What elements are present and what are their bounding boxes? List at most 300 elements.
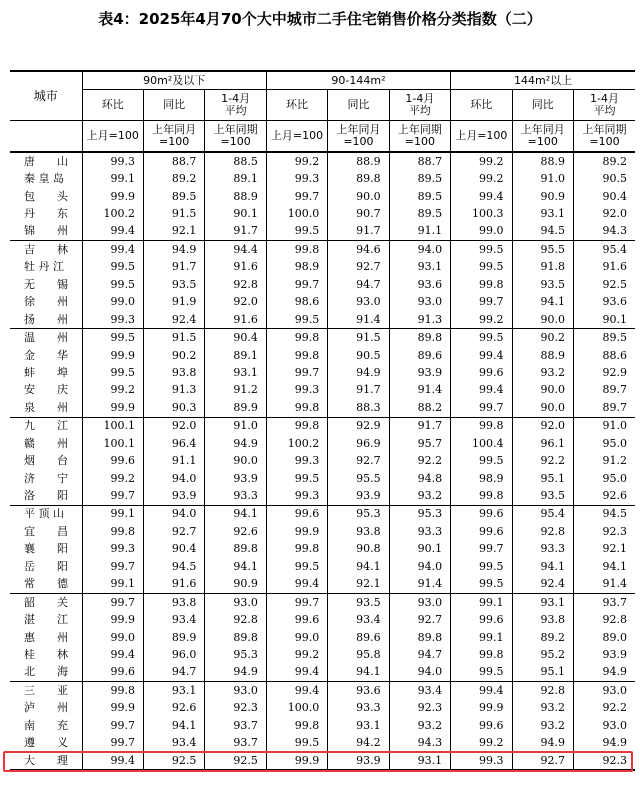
- index-value: 99.7: [266, 364, 327, 381]
- index-value: 93.5: [143, 276, 204, 293]
- index-value: 90.5: [573, 170, 635, 187]
- index-value: 93.4: [143, 734, 204, 751]
- table-row: [10, 682, 635, 700]
- index-value: 93.9: [143, 487, 204, 505]
- index-value: 95.2: [512, 646, 573, 663]
- group-header-medium: 90-144m²: [266, 71, 450, 90]
- index-value: 93.2: [512, 364, 573, 381]
- index-value: 92.6: [205, 523, 266, 540]
- index-value: 88.9: [512, 347, 573, 364]
- index-value: 99.7: [451, 399, 512, 417]
- index-value: 99.3: [266, 170, 327, 187]
- index-value: 99.3: [82, 311, 143, 329]
- index-value: 99.1: [451, 629, 512, 646]
- group-header-large: 144m²以上: [451, 71, 635, 90]
- index-value: 99.6: [451, 717, 512, 734]
- index-value: 99.4: [82, 752, 143, 770]
- index-value: 91.7: [328, 382, 389, 399]
- sub-header-yoy: 同比: [512, 90, 573, 121]
- index-value: 94.5: [512, 223, 573, 241]
- index-value: 91.0: [205, 417, 266, 435]
- index-value: 99.5: [451, 452, 512, 469]
- index-value: 90.1: [389, 541, 450, 558]
- index-value: 99.8: [266, 417, 327, 435]
- index-value: 99.4: [266, 664, 327, 682]
- index-value: 99.6: [82, 452, 143, 469]
- table-row: [10, 734, 635, 751]
- city-column-header: 城市: [10, 71, 82, 121]
- index-value: 91.5: [328, 329, 389, 347]
- index-value: 96.4: [143, 435, 204, 452]
- index-value: 92.6: [143, 700, 204, 717]
- index-value: 93.9: [205, 470, 266, 487]
- table-body: [10, 152, 635, 770]
- city-name: 南 充: [24, 718, 68, 732]
- index-value: 99.7: [266, 188, 327, 205]
- index-value: 99.7: [266, 593, 327, 611]
- index-value: 94.5: [573, 505, 635, 523]
- index-value: 92.6: [573, 487, 635, 505]
- city-name: 牡 丹 江: [24, 260, 64, 274]
- index-value: 90.7: [328, 205, 389, 222]
- index-value: 88.6: [573, 347, 635, 364]
- index-value: 98.6: [266, 294, 327, 311]
- index-value: 92.1: [143, 223, 204, 241]
- index-value: 99.5: [451, 664, 512, 682]
- index-value: 99.5: [82, 364, 143, 381]
- city-name: 洛 阳: [24, 489, 68, 503]
- index-value: 95.0: [573, 470, 635, 487]
- index-value: 99.5: [451, 241, 512, 259]
- index-value: 93.8: [328, 523, 389, 540]
- index-value: 93.0: [205, 593, 266, 611]
- table-row: [10, 452, 635, 469]
- index-value: 94.7: [389, 646, 450, 663]
- index-value: 91.3: [143, 382, 204, 399]
- index-value: 99.5: [266, 558, 327, 575]
- base-header-yoy: 上年同月 =100: [328, 121, 389, 153]
- index-value: 88.9: [205, 188, 266, 205]
- index-value: 99.5: [82, 276, 143, 293]
- index-value: 90.0: [205, 452, 266, 469]
- index-value: 90.3: [143, 399, 204, 417]
- table-row: [10, 417, 635, 435]
- index-value: 93.4: [328, 611, 389, 628]
- index-value: 99.5: [266, 311, 327, 329]
- index-value: 99.6: [266, 505, 327, 523]
- index-value: 88.9: [328, 152, 389, 170]
- index-value: 99.8: [266, 541, 327, 558]
- index-value: 93.4: [143, 611, 204, 628]
- base-header-mom: 上月=100: [451, 121, 512, 153]
- index-value: 99.5: [451, 329, 512, 347]
- city-name: 扬 州: [24, 312, 68, 326]
- city-name: 无 锡: [24, 277, 68, 291]
- city-name: 蚌 埠: [24, 365, 68, 379]
- index-value: 100.1: [82, 435, 143, 452]
- index-value: 100.2: [266, 435, 327, 452]
- index-value: 91.7: [389, 417, 450, 435]
- index-value: 92.4: [143, 311, 204, 329]
- sub-header-mom: 环比: [266, 90, 327, 121]
- index-value: 95.1: [512, 664, 573, 682]
- table-row: [10, 541, 635, 558]
- index-value: 91.4: [389, 382, 450, 399]
- index-value: 99.6: [82, 664, 143, 682]
- city-name: 宜 昌: [24, 524, 68, 538]
- index-value: 95.3: [328, 505, 389, 523]
- index-value: 99.7: [266, 276, 327, 293]
- base-header-mom: 上月=100: [266, 121, 327, 153]
- index-value: 99.2: [451, 311, 512, 329]
- index-value: 92.7: [328, 259, 389, 276]
- city-name: 泉 州: [24, 400, 68, 414]
- index-value: 99.8: [266, 329, 327, 347]
- city-name: 唐 山: [24, 154, 68, 168]
- index-value: 94.1: [328, 664, 389, 682]
- index-value: 96.9: [328, 435, 389, 452]
- index-value: 89.5: [573, 329, 635, 347]
- index-value: 94.9: [205, 435, 266, 452]
- index-value: 93.2: [389, 487, 450, 505]
- index-value: 91.1: [143, 452, 204, 469]
- table-row: [10, 435, 635, 452]
- index-value: 90.0: [512, 399, 573, 417]
- table-row: [10, 276, 635, 293]
- index-value: 89.2: [573, 152, 635, 170]
- index-value: 92.9: [328, 417, 389, 435]
- index-value: 96.0: [143, 646, 204, 663]
- index-value: 93.9: [328, 487, 389, 505]
- city-name: 锦 州: [24, 224, 68, 238]
- index-value: 99.6: [451, 364, 512, 381]
- index-value: 93.7: [205, 717, 266, 734]
- table-row: [10, 223, 635, 241]
- index-value: 94.1: [512, 294, 573, 311]
- index-value: 92.8: [205, 276, 266, 293]
- index-value: 99.7: [82, 558, 143, 575]
- table-row: [10, 364, 635, 381]
- city-name: 岳 阳: [24, 559, 68, 573]
- sub-header-yoy: 同比: [143, 90, 204, 121]
- index-value: 89.2: [143, 170, 204, 187]
- index-value: 93.9: [389, 364, 450, 381]
- index-value: 91.6: [143, 576, 204, 594]
- index-value: 99.8: [451, 417, 512, 435]
- index-value: 92.3: [389, 700, 450, 717]
- index-value: 95.4: [573, 241, 635, 259]
- index-value: 99.5: [266, 734, 327, 751]
- table-row: [10, 576, 635, 594]
- index-value: 99.7: [82, 487, 143, 505]
- index-value: 99.9: [266, 752, 327, 770]
- index-value: 93.4: [389, 682, 450, 700]
- city-name: 丹 东: [24, 207, 68, 221]
- index-value: 90.4: [205, 329, 266, 347]
- index-value: 94.0: [389, 664, 450, 682]
- index-value: 90.4: [573, 188, 635, 205]
- index-value: 93.0: [205, 682, 266, 700]
- index-value: 100.2: [82, 205, 143, 222]
- index-value: 89.6: [328, 629, 389, 646]
- index-value: 92.8: [205, 611, 266, 628]
- index-value: 94.7: [143, 664, 204, 682]
- index-value: 99.9: [82, 611, 143, 628]
- index-value: 95.1: [512, 470, 573, 487]
- index-value: 88.3: [328, 399, 389, 417]
- index-value: 99.5: [82, 259, 143, 276]
- table-row: [10, 382, 635, 399]
- index-value: 90.2: [512, 329, 573, 347]
- index-value: 92.8: [512, 523, 573, 540]
- city-name: 济 宁: [24, 471, 68, 485]
- table-row: [10, 487, 635, 505]
- index-value: 99.4: [266, 682, 327, 700]
- table-row: [10, 399, 635, 417]
- index-value: 93.0: [573, 682, 635, 700]
- city-name: 湛 江: [24, 613, 68, 627]
- index-value: 94.9: [328, 364, 389, 381]
- index-value: 89.1: [205, 170, 266, 187]
- price-index-table: [10, 70, 635, 771]
- index-value: 91.7: [143, 259, 204, 276]
- index-value: 91.2: [573, 452, 635, 469]
- index-value: 95.5: [512, 241, 573, 259]
- index-value: 93.1: [389, 259, 450, 276]
- index-value: 99.4: [82, 241, 143, 259]
- city-name: 安 庆: [24, 383, 68, 397]
- index-value: 93.5: [512, 487, 573, 505]
- index-value: 99.8: [451, 487, 512, 505]
- city-name: 遵 义: [24, 736, 68, 750]
- index-value: 90.5: [328, 347, 389, 364]
- index-value: 99.5: [451, 558, 512, 575]
- table-row: [10, 170, 635, 187]
- index-value: 94.9: [512, 734, 573, 751]
- index-value: 99.2: [266, 152, 327, 170]
- index-value: 89.2: [512, 629, 573, 646]
- index-value: 99.4: [451, 188, 512, 205]
- index-value: 90.9: [205, 576, 266, 594]
- index-value: 96.1: [512, 435, 573, 452]
- city-header-blank: [10, 121, 82, 153]
- index-value: 94.2: [328, 734, 389, 751]
- index-value: 94.4: [205, 241, 266, 259]
- index-value: 99.5: [266, 223, 327, 241]
- city-name: 金 华: [24, 348, 68, 362]
- index-value: 92.1: [328, 576, 389, 594]
- index-value: 94.1: [512, 558, 573, 575]
- index-value: 92.5: [573, 276, 635, 293]
- index-value: 92.0: [143, 417, 204, 435]
- index-value: 91.7: [328, 223, 389, 241]
- table-row: [10, 329, 635, 347]
- index-value: 99.6: [451, 523, 512, 540]
- index-value: 93.3: [512, 541, 573, 558]
- index-value: 99.8: [82, 682, 143, 700]
- index-value: 99.3: [266, 452, 327, 469]
- city-name: 九 江: [10, 417, 82, 435]
- index-value: 99.6: [266, 611, 327, 628]
- index-value: 92.8: [512, 682, 573, 700]
- index-value: 93.9: [573, 646, 635, 663]
- index-value: 99.5: [266, 470, 327, 487]
- index-value: 89.7: [573, 382, 635, 399]
- index-value: 99.2: [451, 170, 512, 187]
- index-value: 99.1: [451, 593, 512, 611]
- index-value: 92.3: [573, 752, 635, 770]
- sub-header-ytd: 1-4月 平均: [389, 90, 450, 121]
- index-value: 91.6: [205, 259, 266, 276]
- base-header-yoy: 上年同月 =100: [143, 121, 204, 153]
- table-header: [10, 71, 635, 152]
- index-value: 93.0: [328, 294, 389, 311]
- base-header-ytd: 上年同期 =100: [389, 121, 450, 153]
- table-row: [10, 646, 635, 663]
- index-value: 92.7: [143, 523, 204, 540]
- index-value: 93.7: [573, 593, 635, 611]
- index-value: 99.9: [82, 347, 143, 364]
- index-value: 94.1: [328, 558, 389, 575]
- index-value: 94.0: [389, 241, 450, 259]
- index-value: 99.2: [82, 470, 143, 487]
- city-name: 襄 阳: [24, 542, 68, 556]
- index-value: 95.8: [328, 646, 389, 663]
- index-value: 99.4: [451, 382, 512, 399]
- base-header-mom: 上月=100: [82, 121, 143, 153]
- index-value: 99.3: [266, 382, 327, 399]
- index-value: 91.9: [143, 294, 204, 311]
- index-value: 99.4: [451, 682, 512, 700]
- index-value: 92.7: [328, 452, 389, 469]
- index-value: 93.6: [389, 276, 450, 293]
- index-value: 93.8: [143, 364, 204, 381]
- index-value: 99.4: [82, 223, 143, 241]
- index-value: 90.8: [328, 541, 389, 558]
- index-value: 89.9: [143, 629, 204, 646]
- index-value: 99.8: [266, 399, 327, 417]
- index-value: 99.4: [82, 646, 143, 663]
- city-name: 平 顶 山: [10, 505, 82, 523]
- index-value: 99.8: [266, 717, 327, 734]
- index-value: 89.5: [389, 205, 450, 222]
- index-value: 90.4: [143, 541, 204, 558]
- index-value: 94.5: [143, 558, 204, 575]
- index-value: 91.3: [389, 311, 450, 329]
- index-value: 92.7: [389, 611, 450, 628]
- table-row: [10, 259, 635, 276]
- index-value: 91.0: [512, 170, 573, 187]
- index-value: 90.0: [512, 382, 573, 399]
- sub-header-mom: 环比: [451, 90, 512, 121]
- table-row: [10, 593, 635, 611]
- city-name: 烟 台: [24, 454, 68, 468]
- index-value: 99.3: [451, 752, 512, 770]
- sub-header-ytd: 1-4月 平均: [205, 90, 266, 121]
- index-value: 99.0: [266, 629, 327, 646]
- index-value: 91.8: [512, 259, 573, 276]
- index-value: 91.1: [389, 223, 450, 241]
- table-row: [10, 752, 635, 770]
- index-value: 99.9: [82, 188, 143, 205]
- index-value: 99.0: [451, 223, 512, 241]
- index-value: 88.7: [143, 152, 204, 170]
- index-value: 99.6: [451, 611, 512, 628]
- index-value: 91.4: [328, 311, 389, 329]
- index-value: 89.6: [389, 347, 450, 364]
- index-value: 92.5: [143, 752, 204, 770]
- index-value: 92.5: [205, 752, 266, 770]
- index-value: 95.5: [328, 470, 389, 487]
- index-value: 89.0: [573, 629, 635, 646]
- index-value: 90.9: [512, 188, 573, 205]
- index-value: 99.3: [266, 487, 327, 505]
- table-row: [10, 700, 635, 717]
- table-row: [10, 311, 635, 329]
- index-value: 99.1: [82, 576, 143, 594]
- index-value: 92.0: [205, 294, 266, 311]
- index-value: 93.7: [205, 734, 266, 751]
- index-value: 99.6: [451, 505, 512, 523]
- index-value: 99.0: [82, 629, 143, 646]
- index-value: 89.9: [205, 399, 266, 417]
- index-value: 94.1: [573, 558, 635, 575]
- index-value: 91.6: [205, 311, 266, 329]
- city-name: 常 德: [24, 577, 68, 591]
- index-value: 92.2: [573, 700, 635, 717]
- city-name: 韶 关: [10, 593, 82, 611]
- index-value: 92.8: [573, 611, 635, 628]
- city-name: 三 亚: [10, 682, 82, 700]
- index-value: 99.9: [266, 523, 327, 540]
- index-value: 88.7: [389, 152, 450, 170]
- index-value: 93.3: [205, 487, 266, 505]
- table-row: [10, 558, 635, 575]
- index-value: 94.9: [205, 664, 266, 682]
- index-value: 99.8: [82, 523, 143, 540]
- city-name: 包 头: [24, 189, 68, 203]
- sub-header-yoy: 同比: [328, 90, 389, 121]
- index-value: 89.8: [328, 170, 389, 187]
- index-value: 89.5: [143, 188, 204, 205]
- index-value: 94.7: [328, 276, 389, 293]
- index-value: 93.9: [328, 752, 389, 770]
- index-value: 90.1: [573, 311, 635, 329]
- index-value: 90.0: [512, 311, 573, 329]
- table-row: [10, 629, 635, 646]
- index-value: 92.9: [573, 364, 635, 381]
- sub-header-ytd: 1-4月 平均: [573, 90, 635, 121]
- index-value: 90.2: [143, 347, 204, 364]
- table-row: [10, 347, 635, 364]
- city-name: 吉 林: [10, 241, 82, 259]
- index-value: 89.5: [389, 188, 450, 205]
- index-value: 99.0: [82, 294, 143, 311]
- index-value: 99.3: [82, 541, 143, 558]
- index-value: 89.8: [205, 541, 266, 558]
- index-value: 93.1: [328, 717, 389, 734]
- index-value: 100.1: [82, 417, 143, 435]
- index-value: 94.1: [143, 717, 204, 734]
- index-value: 99.8: [451, 276, 512, 293]
- index-value: 99.7: [451, 294, 512, 311]
- index-value: 93.6: [328, 682, 389, 700]
- city-name: 徐 州: [24, 295, 68, 309]
- table-row: [10, 717, 635, 734]
- index-value: 100.0: [266, 205, 327, 222]
- index-value: 93.3: [389, 523, 450, 540]
- index-value: 99.5: [451, 259, 512, 276]
